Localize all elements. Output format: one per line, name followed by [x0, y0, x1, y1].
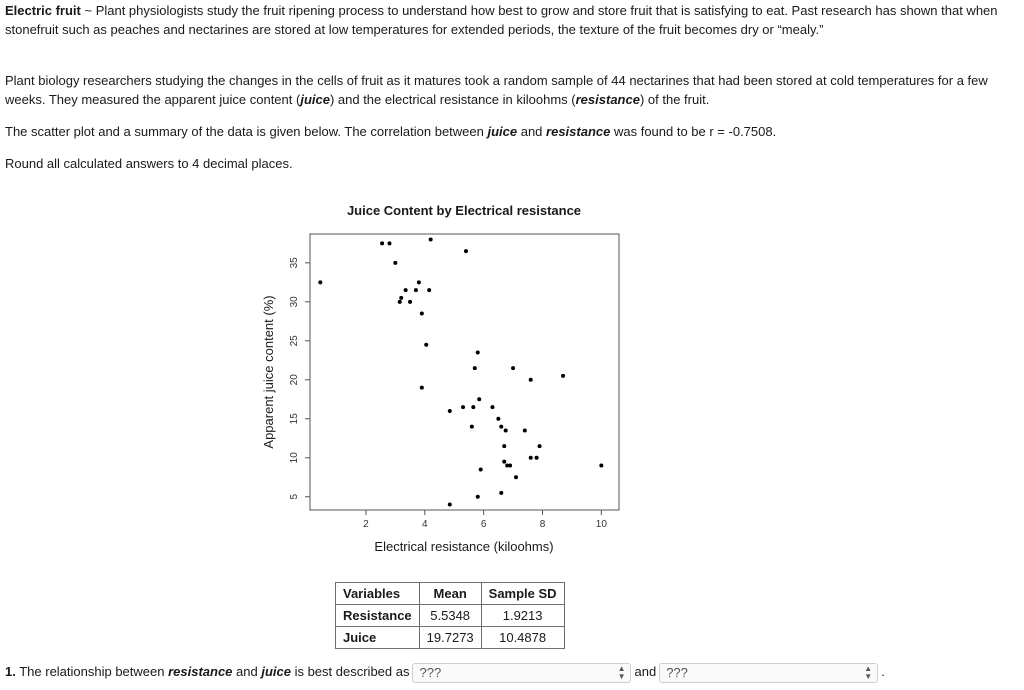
resistance-term: resistance [575, 92, 640, 107]
data-point [448, 409, 452, 413]
header-mean: Mean [419, 583, 481, 605]
table-row [336, 605, 565, 627]
data-points [318, 237, 603, 506]
data-point [523, 428, 527, 432]
data-point [470, 425, 474, 429]
data-point [461, 405, 465, 409]
data-point [504, 428, 508, 432]
x-axis [363, 510, 607, 530]
header-variables: Variables [336, 583, 420, 605]
data-point [398, 300, 402, 304]
dropdown-value: ??? [666, 664, 688, 680]
y-tick-label: 20 [289, 374, 300, 386]
data-point [477, 397, 481, 401]
row-variable: Resistance [336, 605, 420, 627]
data-point [514, 475, 518, 479]
data-point [387, 241, 391, 245]
data-point [420, 312, 424, 316]
data-point [529, 378, 533, 382]
row-sd: 1.9213 [481, 605, 564, 627]
y-tick-label: 25 [289, 335, 300, 347]
question-number: 1. [5, 664, 16, 679]
x-tick-label: 2 [363, 519, 369, 530]
data-point [599, 464, 603, 468]
relationship-dropdown-2[interactable] [659, 663, 878, 683]
data-point [393, 261, 397, 265]
data-point [529, 456, 533, 460]
data-point [427, 288, 431, 292]
y-axis-label: Apparent juice content (%) [261, 295, 276, 449]
data-point [318, 280, 322, 284]
data-point [473, 366, 477, 370]
intro-paragraph-3: The scatter plot and a summary of the data is given below. The correlation between juice and resistance was found to be r = -0.7508. [5, 124, 777, 139]
table-row [336, 627, 565, 649]
relationship-dropdown-1[interactable] [412, 663, 631, 683]
data-point [448, 503, 452, 507]
juice-term: juice [487, 124, 518, 139]
dropdown-arrows-icon: ▲ ▼ [864, 663, 873, 681]
data-point [511, 366, 515, 370]
data-point [404, 288, 408, 292]
data-point [476, 351, 480, 355]
plot-frame [310, 234, 619, 510]
juice-term: juice [300, 92, 330, 107]
table-header-row [336, 583, 565, 605]
intro-paragraph-1: Electric fruit ~ Plant physiologists study the fruit ripening process to understand how best to grow and store fruit that is satisfying to eat. Past research has shown that when stonefruit such as peaches and nectarines are stored at low temperatures for extended periods, the texture of the fruit becomes dry or “mealy.” [5, 3, 998, 37]
data-point [502, 444, 506, 448]
x-tick-label: 6 [480, 519, 487, 530]
data-point [502, 460, 506, 464]
intro-title: Electric fruit [5, 3, 81, 18]
data-point [414, 288, 418, 292]
data-point [496, 417, 500, 421]
data-point [538, 444, 542, 448]
question-1: 1. The relationship between resistance and juice is best described as ??? ▲ ▼ and ??? ▲ ▼ . [5, 663, 885, 681]
intro-text: Plant physiologists study the fruit ripening process to understand how best to grow and store fruit that is satisfying to eat. Past research has shown that when stonefruit such as peaches and nectarines are stored at low temperatures for extended periods, the texture of the fruit becomes dry or “mealy.” [5, 3, 998, 37]
intro-paragraph-2: Plant biology researchers studying the changes in the cells of fruit as it matures took a random sample of 44 nectarines that had been stored at cold temperatures for a few weeks. They measured the apparent juice content (juice) and the electrical resistance in kiloohms (resistance) of the fruit. [5, 73, 988, 107]
x-tick-label: 8 [539, 519, 546, 530]
data-point [508, 464, 512, 468]
x-tick-label: 10 [595, 519, 607, 530]
row-sd: 10.4878 [481, 627, 564, 649]
data-point [429, 237, 433, 241]
dropdown-value: ??? [419, 664, 442, 680]
data-point [417, 280, 421, 284]
data-point [471, 405, 475, 409]
dropdown-arrows-icon: ▲ ▼ [617, 663, 626, 681]
scatter-chart [250, 196, 650, 566]
x-tick-label: 4 [421, 519, 428, 530]
data-point [499, 425, 503, 429]
data-point [399, 296, 403, 300]
y-tick-label: 30 [289, 296, 300, 308]
header-sample-sd: Sample SD [481, 583, 564, 605]
data-point [499, 491, 503, 495]
data-point [476, 495, 480, 499]
data-point [464, 249, 468, 253]
row-mean: 5.5348 [419, 605, 481, 627]
data-point [561, 374, 565, 378]
resistance-term: resistance [546, 124, 611, 139]
data-point [479, 467, 483, 471]
data-point [408, 300, 412, 304]
correlation-text: was found to be r = -0.7508. [610, 124, 777, 139]
summary-table [335, 582, 565, 649]
data-point [535, 456, 539, 460]
y-axis [289, 257, 310, 500]
y-tick-label: 10 [289, 452, 300, 464]
row-variable: Juice [336, 627, 420, 649]
y-tick-label: 5 [289, 493, 300, 500]
y-tick-label: 15 [289, 413, 300, 425]
y-tick-label: 35 [289, 257, 300, 269]
data-point [380, 241, 384, 245]
data-point [424, 343, 428, 347]
rounding-instruction: Round all calculated answers to 4 decimal places. [5, 156, 293, 171]
row-mean: 19.7273 [419, 627, 481, 649]
data-point [420, 386, 424, 390]
x-axis-label: Electrical resistance (kiloohms) [374, 539, 554, 554]
chart-title: Juice Content by Electrical resistance [346, 203, 582, 218]
data-point [490, 405, 494, 409]
